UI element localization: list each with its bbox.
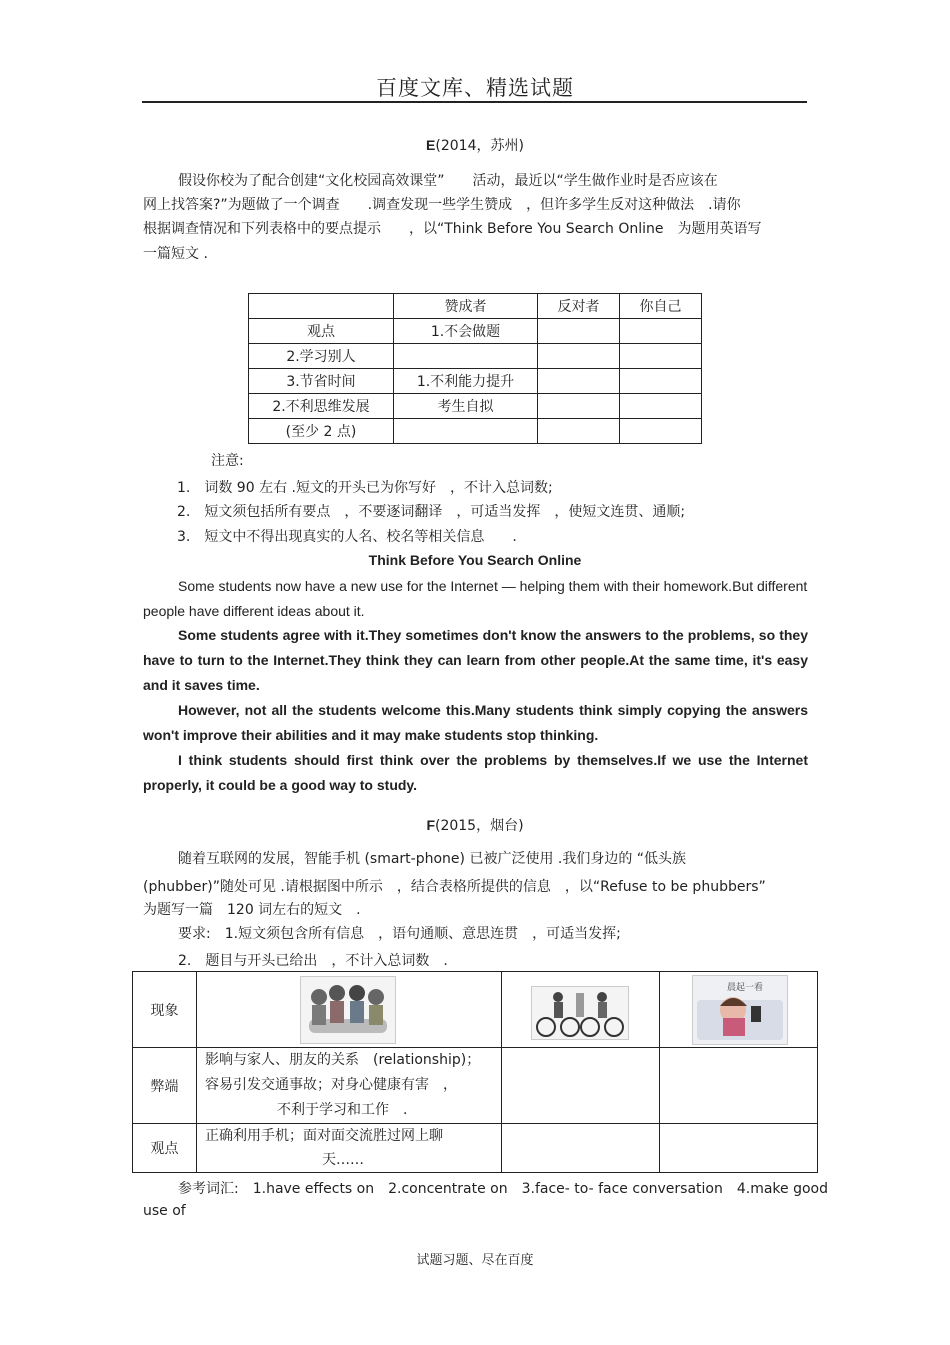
section-f-prompt-line: 为题写一篇 120 词左右的短文 .	[143, 902, 361, 918]
table-cell	[660, 1124, 818, 1173]
drawback-line: 影响与家人、朋友的关系 (relationship)；	[205, 1052, 481, 1068]
table-cell	[538, 344, 620, 369]
essay-paragraph: Some students agree with it.They sometimes don't know the answers to the problems, so they have to turn to the Internet.They think they can learn from other people.At the same time, it's easy and it saves time.	[143, 627, 808, 693]
opinion-table	[248, 293, 702, 444]
drawbacks-cell	[197, 1048, 502, 1124]
vocab-line: use of	[143, 1203, 186, 1219]
image-cell	[502, 972, 660, 1048]
table-cell	[620, 369, 702, 394]
row-label-opinion: 观点	[133, 1124, 197, 1173]
drawback-line: 不利于学习和工作 .	[277, 1102, 408, 1118]
table-row	[249, 344, 702, 369]
row-label-phenomenon: 现象	[133, 972, 197, 1048]
section-f-letter: F	[426, 817, 435, 833]
table-cell: 1.不利能力提升	[394, 369, 538, 394]
table-cell	[249, 294, 394, 319]
vocab-line: 参考词汇: 1.have effects on 2.concentrate on 3.face- to- face conversation 4.make good	[178, 1181, 829, 1197]
drawback-line: 容易引发交通事故；对身心健康有害 ，	[205, 1077, 457, 1093]
section-e-title	[0, 135, 950, 155]
row-label-drawbacks: 弊端	[133, 1048, 197, 1124]
person-in-bed-with-phone-icon	[692, 975, 788, 1045]
page-header-title: 百度文库、精选试题	[376, 76, 574, 100]
page-footer: 试题习题、尽在百度	[416, 1253, 534, 1268]
table-cell	[538, 394, 620, 419]
table-cell: (至少 2 点)	[249, 419, 394, 444]
table-cell	[538, 319, 620, 344]
essay-intro: Some students now have a new use for the Internet — helping them with their homework.But different people have different ideas about it.	[143, 578, 808, 619]
table-cell	[620, 419, 702, 444]
section-f-source: (2015，烟台)	[435, 818, 524, 834]
requirement-line: 2. 题目与开头已给出 ，不计入总词数 .	[178, 953, 448, 969]
section-f-prompt-line: (phubber)”随处可见 .请根据图中所示 ，结合表格所提供的信息 ，以“Refuse to be phubbers”	[143, 879, 766, 895]
table-cell	[620, 344, 702, 369]
image-cell	[197, 972, 502, 1048]
section-f-title	[0, 815, 950, 835]
table-row	[133, 1124, 818, 1173]
note-item: 2. 短文须包括所有要点 ，不要逐词翻译 ，可适当发挥 ，使短文连贯、通顺;	[177, 504, 686, 520]
table-cell	[502, 1124, 660, 1173]
table-cell	[620, 319, 702, 344]
table-row	[249, 319, 702, 344]
table-header-cell: 赞成者	[394, 294, 538, 319]
image-caption: 晨起一看	[727, 983, 764, 993]
table-header-cell: 反对者	[538, 294, 620, 319]
table-cell: 2.不利思维发展	[249, 394, 394, 419]
opinion-cell	[197, 1124, 502, 1173]
header-rule	[142, 101, 807, 103]
note-item: 1. 词数 90 左右 .短文的开头已为你写好 ，不计入总词数;	[177, 480, 553, 496]
table-row	[249, 419, 702, 444]
cyclists-using-phones-icon	[531, 986, 629, 1040]
table-cell	[394, 344, 538, 369]
table-row	[249, 369, 702, 394]
table-header-row	[249, 294, 702, 319]
section-e-letter: E	[426, 137, 436, 153]
table-cell: 1.不会做题	[394, 319, 538, 344]
essay-paragraph: I think students should first think over the problems by themselves.If we use the Internet properly, it could be a good way to study.	[143, 752, 808, 793]
table-cell: 3.节省时间	[249, 369, 394, 394]
table-cell: 2.学习别人	[249, 344, 394, 369]
people-with-phones-icon	[300, 976, 396, 1044]
table-row	[133, 1048, 818, 1124]
requirement-line: 要求: 1.短文须包含所有信息 ，语句通顺、意思连贯 ，可适当发挥;	[178, 926, 621, 942]
opinion-line: 正确利用手机；面对面交流胜过网上聊	[205, 1128, 443, 1144]
image-cell	[660, 972, 818, 1048]
opinion-line: 天……	[322, 1152, 364, 1168]
essay-title: Think Before You Search Online	[368, 552, 582, 568]
note-label: 注意:	[211, 453, 244, 469]
table-cell	[620, 394, 702, 419]
table-cell	[394, 419, 538, 444]
table-row	[133, 972, 818, 1048]
table-cell: 观点	[249, 319, 394, 344]
note-item: 3. 短文中不得出现真实的人名、校名等相关信息 .	[177, 529, 517, 545]
table-cell	[538, 369, 620, 394]
table-cell	[538, 419, 620, 444]
table-row	[249, 394, 702, 419]
section-e-source: (2014，苏州)	[435, 138, 524, 154]
section-f-prompt-line: 随着互联网的发展，智能手机 (smart-phone) 已被广泛使用 .我们身边的 “低头族	[178, 851, 687, 867]
table-cell	[660, 1048, 818, 1124]
table-cell: 考生自拟	[394, 394, 538, 419]
section-e-prompt-line: 网上找答案?”为题做了一个调查 .调查发现一些学生赞成 ，但许多学生反对这种做法 .请你	[143, 197, 741, 213]
phubber-table	[132, 971, 818, 1173]
table-header-cell: 你自己	[620, 294, 702, 319]
table-cell	[502, 1048, 660, 1124]
section-e-prompt-line: 根据调查情况和下列表格中的要点提示 ，以“Think Before You Search Online 为题用英语写	[143, 221, 762, 237]
essay-paragraph: However, not all the students welcome this.Many students think simply copying the answers won't improve their abilities and it may make students stop thinking.	[143, 702, 808, 743]
section-e-prompt-line: 假设你校为了配合创建“文化校园高效课堂” 活动，最近以“学生做作业时是否应该在	[178, 173, 718, 189]
section-e-prompt-line: 一篇短文 .	[143, 246, 208, 262]
